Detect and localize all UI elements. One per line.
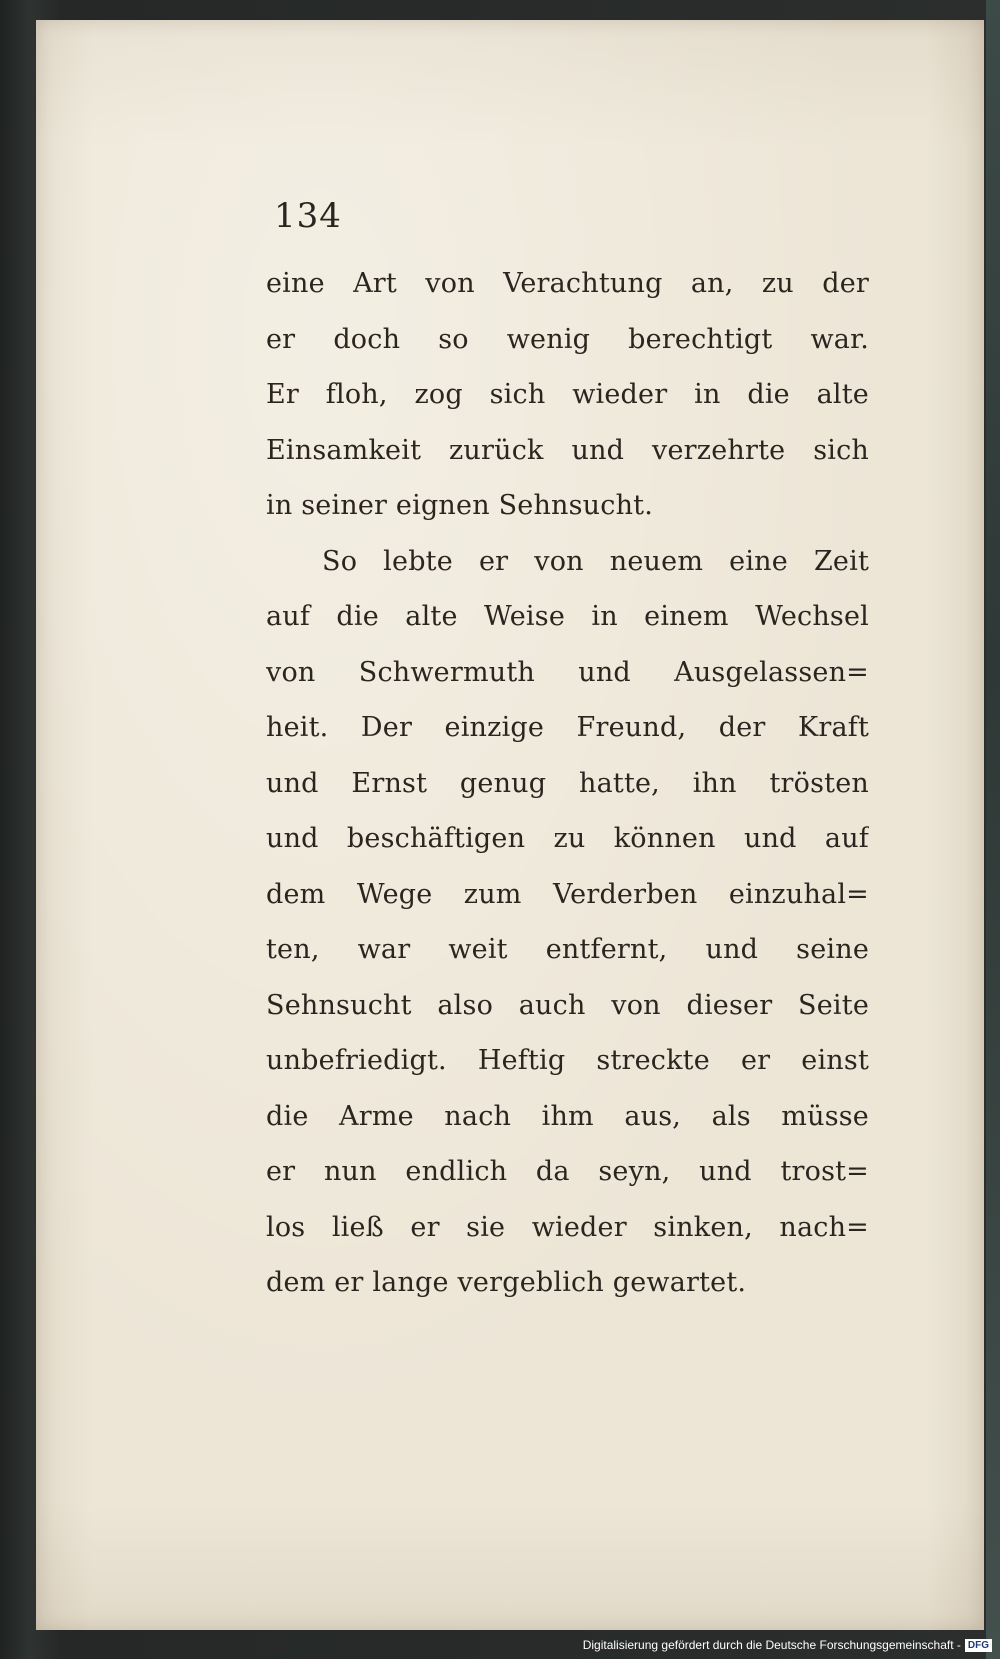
credit-text: Digitalisierung gefördert durch die Deutsche Forschungsgemeinschaft -	[582, 1638, 961, 1652]
text-line: Einsamkeit zurück und verzehrte sich	[266, 434, 869, 466]
text-line: unbefriedigt. Heftig streckte er einst	[266, 1045, 869, 1076]
text-line: So lebte er von neuem eine Zeit	[322, 545, 869, 577]
text-line: dem Wege zum Verderben einzuhal=	[266, 878, 869, 910]
text-line: in seiner eignen Sehnsucht.	[266, 490, 654, 521]
body-text	[266, 256, 869, 1311]
book-page	[36, 20, 984, 1630]
text-line: und Ernst genug hatte, ihn trösten	[266, 767, 869, 799]
text-line: er doch so wenig berechtigt war.	[266, 323, 869, 355]
text-line: und beschäftigen zu können und auf	[266, 823, 869, 854]
dfg-logo: DFG	[965, 1639, 992, 1652]
text-line: Sehnsucht also auch von dieser Seite	[266, 989, 869, 1021]
text-line: ten, war weit entfernt, und seine	[266, 934, 869, 965]
text-line: dem er lange vergeblich gewartet.	[266, 1267, 747, 1298]
text-line: von Schwermuth und Ausgelassen=	[266, 656, 869, 688]
book-edge	[986, 0, 1000, 1659]
text-line: er nun endlich da seyn, und trost=	[266, 1156, 869, 1187]
text-line: eine Art von Verachtung an, zu der	[266, 268, 869, 299]
text-line: los ließ er sie wieder sinken, nach=	[266, 1211, 869, 1243]
text-line: Er floh, zog sich wieder in die alte	[266, 379, 869, 410]
digitization-credit	[583, 1635, 992, 1655]
text-line: auf die alte Weise in einem Wechsel	[266, 601, 869, 632]
text-line: heit. Der einzige Freund, der Kraft	[266, 712, 869, 743]
page-number: 134	[274, 196, 342, 236]
text-line: die Arme nach ihm aus, als müsse	[266, 1100, 869, 1132]
